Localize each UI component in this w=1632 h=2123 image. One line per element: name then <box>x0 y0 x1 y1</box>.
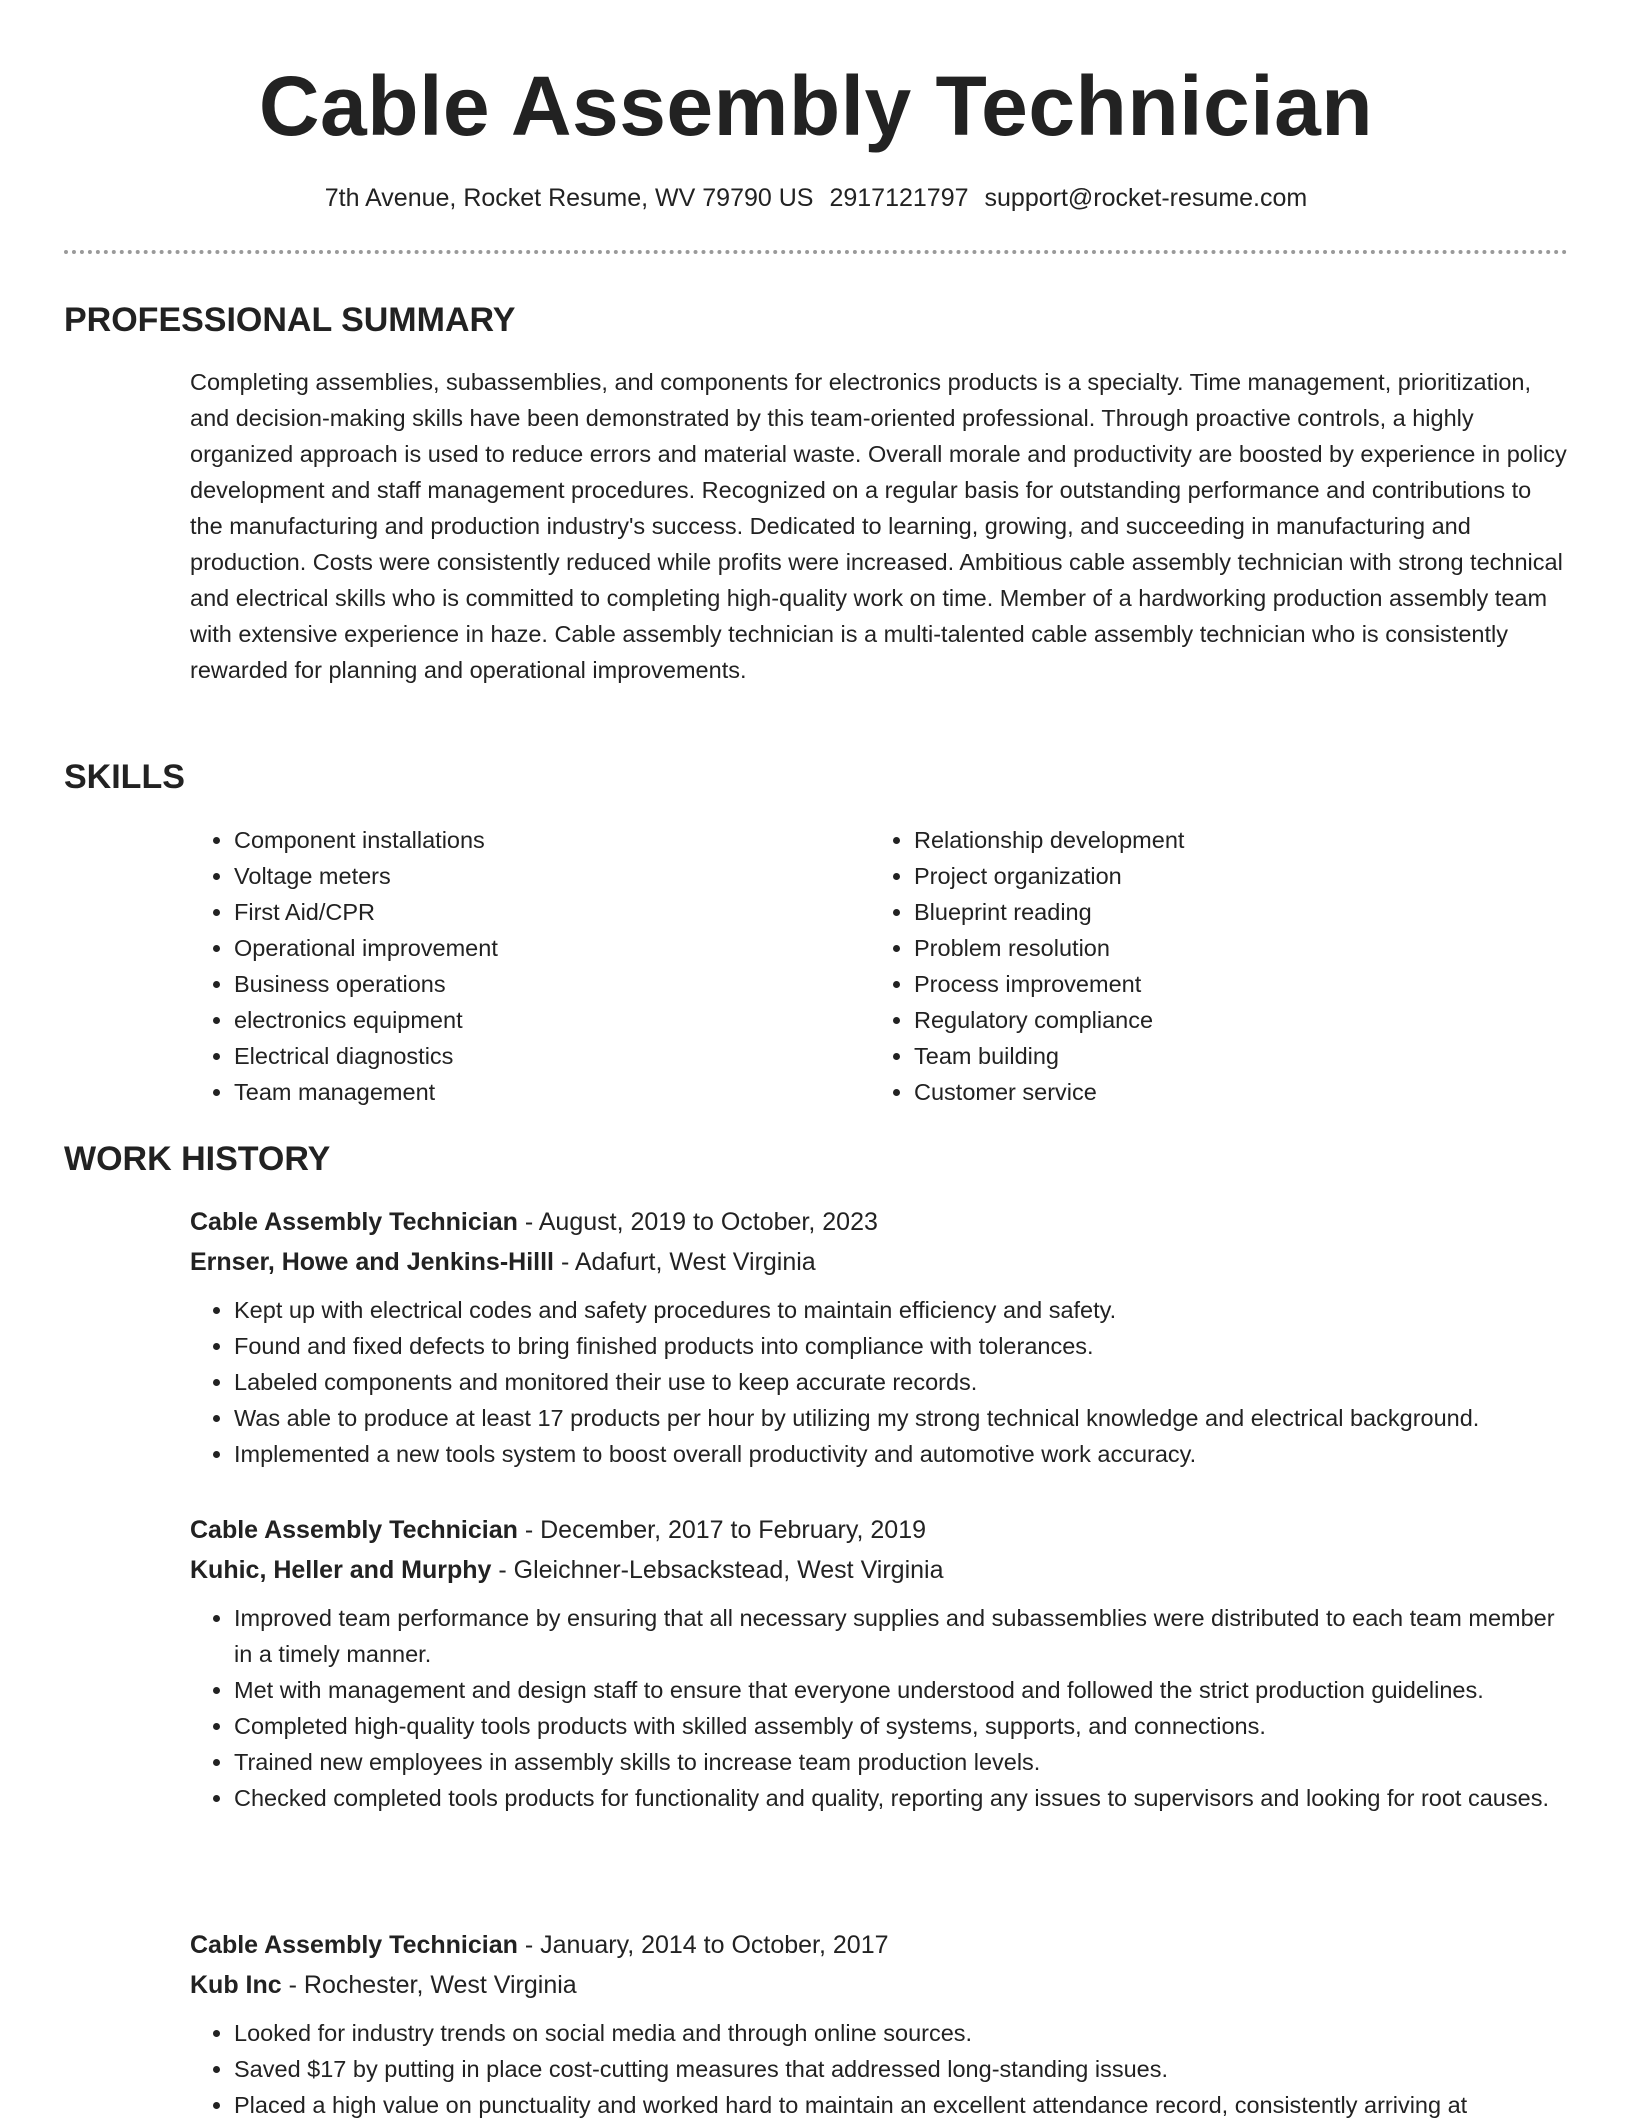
job-bullet: • Saved $17 by putting in place cost-cutting measures that addressed long-standing issues. <box>234 2051 1570 2087</box>
skill-item: • Business operations <box>234 966 854 1002</box>
skill-item: • Regulatory compliance <box>914 1002 1534 1038</box>
job-title-line <box>190 1202 1570 1242</box>
job-bullet: • Met with management and design staff to ensure that everyone understood and followed the strict production guidelines. <box>234 1672 1570 1708</box>
contact-email: support@rocket-resume.com <box>984 184 1308 212</box>
job-location: - Rochester, West Virginia <box>281 1971 577 1999</box>
skill-item: • Operational improvement <box>234 930 854 966</box>
job-entry <box>190 1925 1570 2123</box>
skill-item: • Team management <box>234 1074 854 1110</box>
job-bullet: • Was able to produce at least 17 products per hour by utilizing my strong technical knowledge and electrical background. <box>234 1400 1570 1436</box>
job-company-line <box>190 1550 1570 1590</box>
summary-heading: PROFESSIONAL SUMMARY <box>64 301 516 339</box>
skill-item: • Blueprint reading <box>914 894 1534 930</box>
job-bullet: • Placed a high value on punctuality and worked hard to maintain an excellent attendance record, consistently arriving at <box>234 2087 1570 2123</box>
job-bullet: • Completed high-quality tools products with skilled assembly of systems, supports, and connections. <box>234 1708 1570 1744</box>
job-bullets <box>190 2015 1570 2123</box>
job-bullet: • Checked completed tools products for functionality and quality, reporting any issues to supervisors and looking for root causes. <box>234 1780 1570 1816</box>
job-company-line <box>190 1965 1570 2005</box>
job-entry <box>190 1202 1570 1472</box>
skill-item: • Component installations <box>234 822 854 858</box>
skill-item: • Relationship development <box>914 822 1534 858</box>
job-bullet: • Looked for industry trends on social media and through online sources. <box>234 2015 1570 2051</box>
job-entry <box>190 1510 1570 1816</box>
job-title: Cable Assembly Technician <box>190 1516 518 1544</box>
job-dates: - December, 2017 to February, 2019 <box>517 1516 926 1544</box>
job-title: Cable Assembly Technician <box>190 1931 518 1959</box>
job-company: Ernser, Howe and Jenkins-Hilll <box>190 1248 555 1276</box>
skill-item: • Customer service <box>914 1074 1534 1110</box>
candidate-name: Cable Assembly Technician <box>258 59 1374 153</box>
skill-item: • Project organization <box>914 858 1534 894</box>
job-bullet: • Found and fixed defects to bring finished products into compliance with tolerances. <box>234 1328 1570 1364</box>
job-dates: - January, 2014 to October, 2017 <box>517 1931 889 1959</box>
job-bullets <box>190 1292 1570 1472</box>
job-location: - Adafurt, West Virginia <box>554 1248 816 1276</box>
job-location: - Gleichner-Lebsackstead, West Virginia <box>491 1556 944 1584</box>
job-bullet: • Improved team performance by ensuring that all necessary supplies and subassemblies were distributed to each team member in a timely manner. <box>234 1600 1570 1672</box>
job-company: Kub Inc <box>190 1971 282 1999</box>
skill-item: • Electrical diagnostics <box>234 1038 854 1074</box>
contact-phone: 2917121797 <box>829 184 969 212</box>
summary-text: Completing assemblies, subassemblies, and components for electronics products is a specialty. Time management, prioritization, and decision-making skills have been demonstrated by this team-oriented professional. Through proactive controls, a highly organized approach is used to reduce errors and material waste. Overall morale and productivity are boosted by experience in policy development and staff management procedures. Recognized on a regular basis for outstanding performance and contributions to the manufacturing and production industry's success. Dedicated to learning, growing, and succeeding in manufacturing and production. Costs were consistently reduced while profits were increased. Ambitious cable assembly technician with strong technical and electrical skills who is committed to completing high-quality work on time. Member of a hardworking production assembly team with extensive experience in haze. Cable assembly technician is a multi-talented cable assembly technician who is consistently rewarded for planning and operational improvements. <box>190 369 1567 683</box>
skills-column-left <box>190 822 854 1110</box>
skill-item: • Team building <box>914 1038 1534 1074</box>
work-history-heading: WORK HISTORY <box>64 1140 331 1178</box>
job-bullet: • Labeled components and monitored their use to keep accurate records. <box>234 1364 1570 1400</box>
job-company: Kuhic, Heller and Murphy <box>190 1556 492 1584</box>
job-company-line <box>190 1242 1570 1282</box>
skill-item: • Voltage meters <box>234 858 854 894</box>
skills-column-right <box>870 822 1534 1110</box>
job-title-line <box>190 1510 1570 1550</box>
job-bullet: • Trained new employees in assembly skills to increase team production levels. <box>234 1744 1570 1780</box>
job-bullets <box>190 1600 1570 1816</box>
job-title: Cable Assembly Technician <box>190 1208 518 1236</box>
contact-line <box>0 180 1632 216</box>
job-bullet: • Implemented a new tools system to boost overall productivity and automotive work accuracy. <box>234 1436 1570 1472</box>
skill-item: • First Aid/CPR <box>234 894 854 930</box>
job-title-line <box>190 1925 1570 1965</box>
skill-item: • electronics equipment <box>234 1002 854 1038</box>
header-divider <box>64 250 1568 254</box>
skill-item: • Problem resolution <box>914 930 1534 966</box>
skills-heading: SKILLS <box>64 758 185 796</box>
contact-address: 7th Avenue, Rocket Resume, WV 79790 US <box>324 184 814 212</box>
skill-item: • Process improvement <box>914 966 1534 1002</box>
job-bullet: • Kept up with electrical codes and safety procedures to maintain efficiency and safety. <box>234 1292 1570 1328</box>
job-dates: - August, 2019 to October, 2023 <box>517 1208 878 1236</box>
